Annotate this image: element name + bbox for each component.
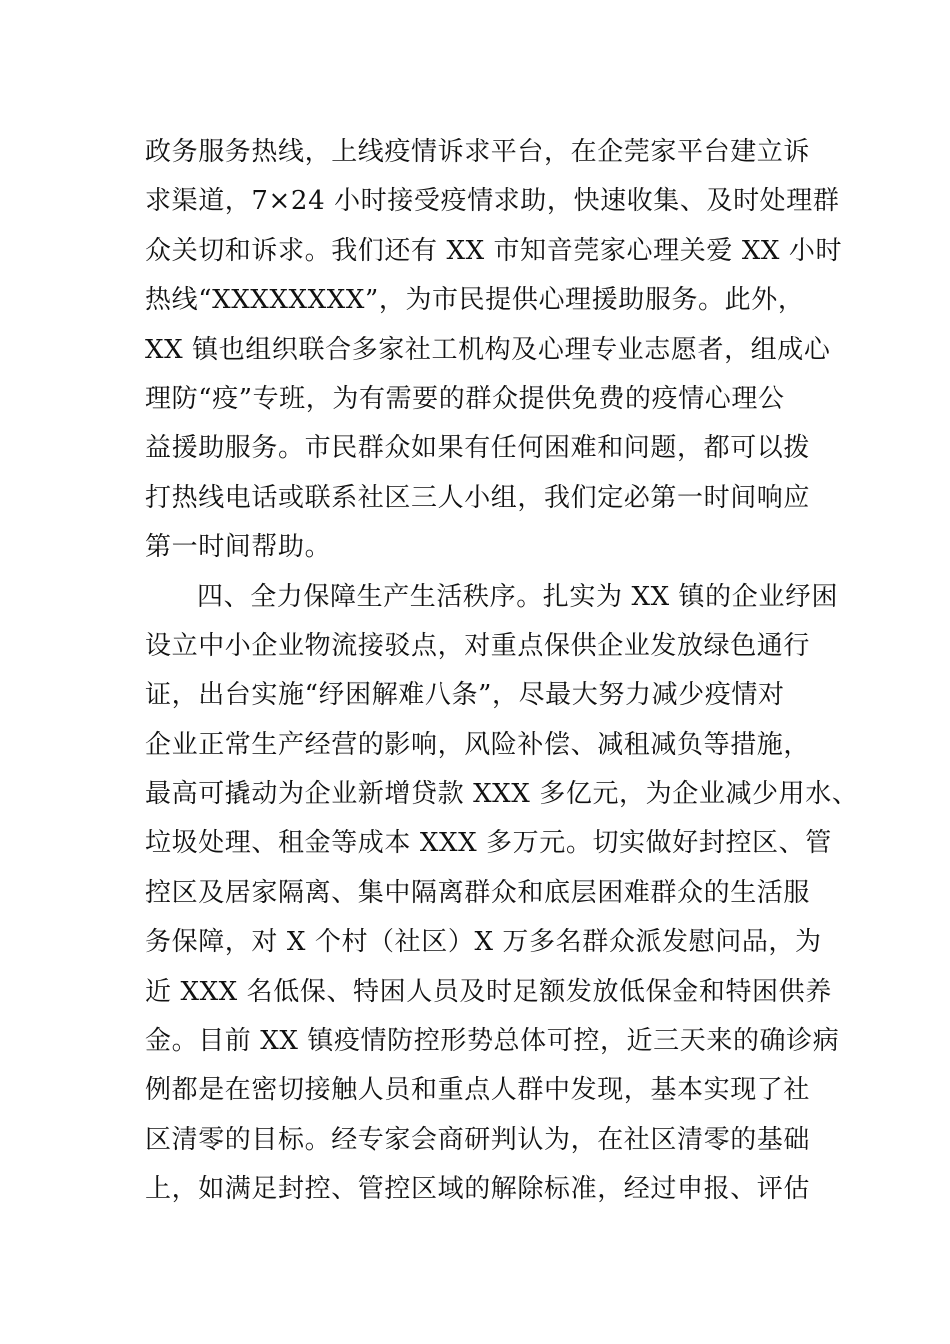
text-line: 近 XXX 名低保、特困人员及时足额发放低保金和特困供养 bbox=[145, 976, 832, 1007]
text-line: 热线“XXXXXXXX”，为市民提供心理援助服务。此外， bbox=[145, 285, 805, 316]
text-line: 务保障，对 X 个村（社区）X 万多名群众派发慰问品，为 bbox=[145, 927, 822, 958]
text-line: 理防“疫”专班，为有需要的群众提供免费的疫情心理公 bbox=[145, 383, 785, 414]
text-line: 上，如满足封控、管控区域的解除标准，经过申报、评估 bbox=[145, 1174, 811, 1205]
text-line: 企业正常生产经营的影响，风险补偿、减租减负等措施， bbox=[145, 729, 811, 760]
text-line: 求渠道，7×24 小时接受疫情求助，快速收集、及时处理群 bbox=[145, 186, 840, 217]
paragraph-start-line: 四、全力保障生产生活秩序。扎实为 XX 镇的企业纾困 bbox=[197, 581, 839, 612]
text-line: 控区及居家隔离、集中隔离群众和底层困难群众的生活服 bbox=[145, 877, 811, 908]
text-line: 例都是在密切接触人员和重点人群中发现，基本实现了社 bbox=[145, 1075, 811, 1106]
text-line: 证，出台实施“纾困解难八条”，尽最大努力减少疫情对 bbox=[145, 680, 785, 711]
text-line: 金。目前 XX 镇疫情防控形势总体可控，近三天来的确诊病 bbox=[145, 1026, 840, 1057]
text-line: XX 镇也组织联合多家社工机构及心理专业志愿者，组成心 bbox=[145, 334, 831, 365]
text-line: 区清零的目标。经专家会商研判认为，在社区清零的基础 bbox=[145, 1124, 811, 1155]
document-body bbox=[145, 128, 859, 1215]
text-line: 打热线电话或联系社区三人小组，我们定必第一时间响应 bbox=[145, 482, 811, 513]
text-line: 最高可撬动为企业新增贷款 XXX 多亿元，为企业减少用水、 bbox=[145, 779, 859, 810]
text-line: 设立中小企业物流接驳点，对重点保供企业发放绿色通行 bbox=[145, 630, 811, 661]
text-line: 第一时间帮助。 bbox=[145, 532, 332, 563]
text-line: 益援助服务。市民群众如果有任何困难和问题，都可以拨 bbox=[145, 433, 811, 464]
text-line: 垃圾处理、租金等成本 XXX 多万元。切实做好封控区、管 bbox=[145, 828, 832, 859]
text-line: 政务服务热线，上线疫情诉求平台，在企莞家平台建立诉 bbox=[145, 137, 811, 167]
text-line: 众关切和诉求。我们还有 XX 市知音莞家心理关爱 XX 小时 bbox=[145, 235, 843, 266]
